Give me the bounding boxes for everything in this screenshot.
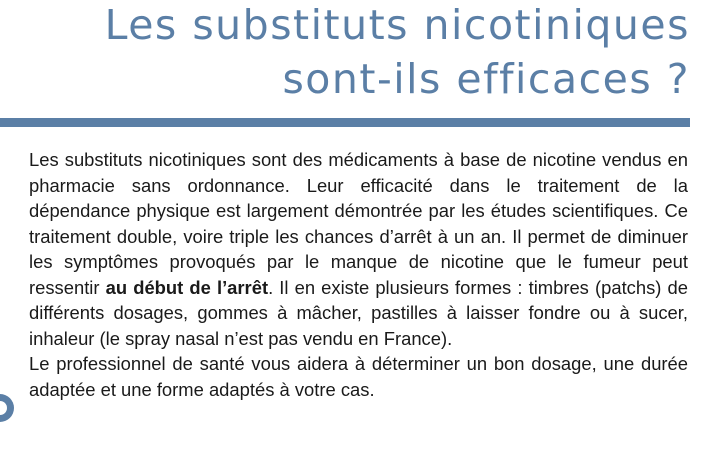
paragraph-1-text-end: . Il en existe plusieurs formes : timbres (patchs) de différents dosages, gommes à mâcher, pastilles à laisser fondre ou à sucer, inhaleur (le spray nasal n’est pas vendu en France).	[29, 276, 688, 349]
paragraph-1-text-start: Les substituts nicotiniques sont des médicaments à base de nicotine vendus en pharmacie sans ordonnance. Leur efficacité dans le traitement de la dépendance physique est largement démontrée par les études scientifiques. Ce traitement double, voire triple les chances d’arrêt à un an. Il permet de diminuer les symptômes provoqués par le manque de nicotine que le fumeur peut ressentir	[29, 149, 688, 298]
paragraph-substituts	[29, 147, 688, 351]
circle-bullet-icon	[0, 394, 14, 422]
paragraph-professionnel: Le professionnel de santé vous aidera à déterminer un bon dosage, une durée adaptée et une forme adaptés à votre cas.	[29, 353, 688, 400]
title-line-2: sont-ils efficaces ?	[282, 55, 690, 103]
article-body	[29, 147, 688, 402]
title-divider	[0, 118, 690, 127]
paragraph-1-emphasis: au début de l’arrêt	[105, 276, 269, 298]
page-title	[105, 0, 690, 106]
title-line-1: Les substituts nicotiniques	[104, 1, 690, 49]
